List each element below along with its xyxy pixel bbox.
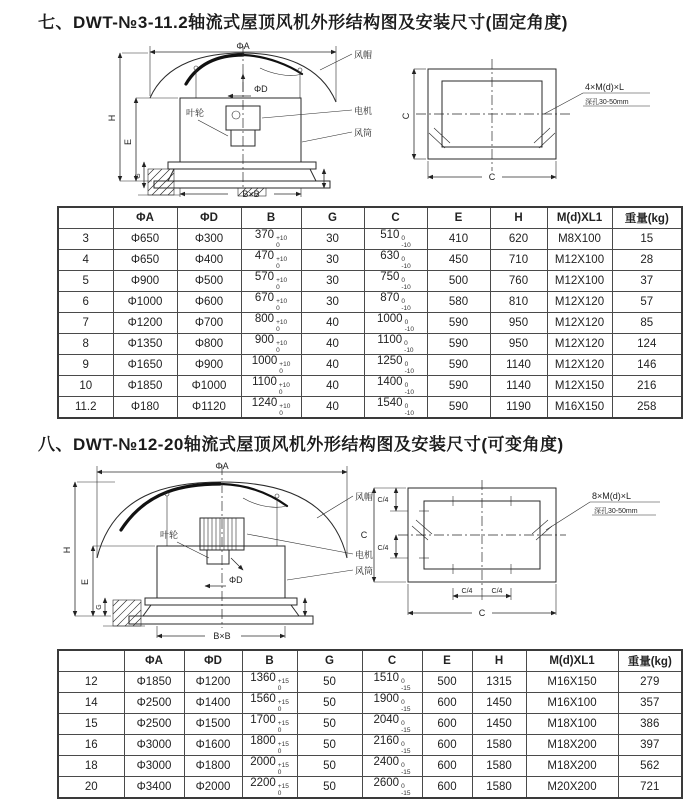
table-cell: Φ1200 bbox=[184, 671, 242, 692]
dimension-phi-d bbox=[205, 575, 243, 586]
table-cell: 900 +10 0 bbox=[241, 333, 301, 354]
wind-cap-label: 风帽 bbox=[354, 50, 373, 60]
table-cell: 750 0 -10 bbox=[364, 270, 427, 291]
section7-title: 七、DWT-№3-11.2轴流式屋顶风机外形结构图及安装尺寸(固定角度) bbox=[38, 13, 568, 32]
table-row bbox=[58, 671, 682, 692]
col-phi-d: ΦD bbox=[184, 650, 242, 671]
col-e: E bbox=[427, 207, 490, 228]
table-cell: 1140 bbox=[490, 354, 547, 375]
table-cell: 146 bbox=[612, 354, 682, 375]
table-row bbox=[58, 249, 682, 270]
roof-hatch bbox=[103, 600, 145, 626]
table-cell: 9 bbox=[58, 354, 113, 375]
h-label: H bbox=[107, 114, 117, 122]
table-cell: 950 bbox=[490, 312, 547, 333]
dimension-phi-d bbox=[228, 84, 268, 96]
table-cell: 2400 0 -15 bbox=[362, 755, 422, 776]
table-cell: 15 bbox=[612, 228, 682, 249]
fan-housing bbox=[157, 546, 285, 598]
table-cell: 40 bbox=[301, 312, 364, 333]
table-cell: 570 +10 0 bbox=[241, 270, 301, 291]
phi-d-label: ΦD bbox=[229, 575, 243, 585]
table-header-row bbox=[58, 207, 682, 228]
col-h: H bbox=[490, 207, 547, 228]
dimension-c-bottom bbox=[428, 161, 556, 182]
table-cell: 1400 0 -10 bbox=[364, 375, 427, 396]
table-cell: 1100 0 -10 bbox=[364, 333, 427, 354]
table-cell: 50 bbox=[297, 692, 362, 713]
base-plan-drawing-variable-angle bbox=[350, 468, 695, 643]
table-cell: 410 bbox=[427, 228, 490, 249]
table-cell: 2000 +15 0 bbox=[242, 755, 297, 776]
table-cell: Φ600 bbox=[177, 291, 241, 312]
table-row bbox=[58, 333, 682, 354]
table-row bbox=[58, 291, 682, 312]
table-cell: 50 bbox=[297, 713, 362, 734]
table-cell: Φ900 bbox=[177, 354, 241, 375]
table-cell: 1315 bbox=[472, 671, 526, 692]
phi-d-label: ΦD bbox=[254, 84, 268, 94]
table-cell: Φ300 bbox=[177, 228, 241, 249]
table-cell: 40 bbox=[301, 333, 364, 354]
table-cell: 1450 bbox=[472, 692, 526, 713]
impeller-callout bbox=[186, 107, 228, 136]
table-cell: 510 0 -10 bbox=[364, 228, 427, 249]
table-cell: 40 bbox=[301, 354, 364, 375]
table-cell: 30 bbox=[301, 228, 364, 249]
table-cell: 85 bbox=[612, 312, 682, 333]
table-cell: 950 bbox=[490, 333, 547, 354]
base-plan-drawing-fixed-angle bbox=[398, 55, 698, 205]
table-cell: Φ1800 bbox=[184, 755, 242, 776]
table-cell: 357 bbox=[618, 692, 682, 713]
col-m: M(d)XL1 bbox=[526, 650, 618, 671]
table-cell: 57 bbox=[612, 291, 682, 312]
table-cell: 16 bbox=[58, 734, 124, 755]
table-cell: 1250 0 -10 bbox=[364, 354, 427, 375]
col-b: B bbox=[241, 207, 301, 228]
impeller-hub bbox=[207, 550, 229, 564]
table-cell: 50 bbox=[297, 734, 362, 755]
c4-left-lower-label: C/4 bbox=[377, 545, 389, 552]
table-cell: 1900 0 -15 bbox=[362, 692, 422, 713]
fan-elevation-drawing-fixed-angle bbox=[88, 40, 408, 202]
table-cell: 28 bbox=[612, 249, 682, 270]
col-m: M(d)XL1 bbox=[547, 207, 612, 228]
table-cell: 721 bbox=[618, 776, 682, 798]
table-cell: Φ1600 bbox=[184, 734, 242, 755]
table-cell: 2200 +15 0 bbox=[242, 776, 297, 798]
section8-title: 八、DWT-№12-20轴流式屋顶风机外形结构图及安装尺寸(可变角度) bbox=[38, 435, 564, 454]
table-cell: 600 bbox=[422, 734, 472, 755]
table-cell: Φ1000 bbox=[113, 291, 177, 312]
table-row bbox=[58, 713, 682, 734]
e-label: E bbox=[80, 578, 90, 586]
table-cell: Φ1000 bbox=[177, 375, 241, 396]
col-phi-d: ΦD bbox=[177, 207, 241, 228]
table-body bbox=[58, 671, 682, 798]
table-cell: 40 bbox=[301, 375, 364, 396]
table-cell: M12X120 bbox=[547, 291, 612, 312]
table-cell: M12X120 bbox=[547, 354, 612, 375]
col-phi-a: ΦA bbox=[113, 207, 177, 228]
table-cell: Φ3000 bbox=[124, 734, 184, 755]
dimension-c4-left bbox=[378, 488, 408, 558]
col-weight: 重量(kg) bbox=[612, 207, 682, 228]
table-cell: M12X120 bbox=[547, 312, 612, 333]
table-cell: M20X200 bbox=[526, 776, 618, 798]
table-cell: 3 bbox=[58, 228, 113, 249]
table-cell: Φ650 bbox=[113, 249, 177, 270]
table-cell: 500 bbox=[427, 270, 490, 291]
bolt-note-callout bbox=[546, 491, 660, 530]
table-row bbox=[58, 228, 682, 249]
table-cell: 1560 +15 0 bbox=[242, 692, 297, 713]
table-cell: 1700 +15 0 bbox=[242, 713, 297, 734]
dimension-c4-bottom bbox=[453, 588, 511, 600]
table-cell: 7 bbox=[58, 312, 113, 333]
bolt-note-line2: 深孔30-50mm bbox=[594, 508, 638, 515]
table-cell: M18X200 bbox=[526, 734, 618, 755]
table-cell: Φ1120 bbox=[177, 396, 241, 418]
table-cell: 580 bbox=[427, 291, 490, 312]
table-cell: 2160 0 -15 bbox=[362, 734, 422, 755]
table-row bbox=[58, 692, 682, 713]
col-h: H bbox=[472, 650, 526, 671]
table-cell: 30 bbox=[301, 249, 364, 270]
table-cell: 50 bbox=[297, 776, 362, 798]
table-row bbox=[58, 375, 682, 396]
table-cell: 50 bbox=[297, 671, 362, 692]
table-row bbox=[58, 312, 682, 333]
table-cell: Φ700 bbox=[177, 312, 241, 333]
col-no bbox=[58, 650, 124, 671]
table-cell: 2040 0 -15 bbox=[362, 713, 422, 734]
e-label: E bbox=[123, 138, 133, 146]
table-cell: M8X100 bbox=[547, 228, 612, 249]
table-cell: Φ800 bbox=[177, 333, 241, 354]
table-cell: 450 bbox=[427, 249, 490, 270]
table-cell: 1800 +15 0 bbox=[242, 734, 297, 755]
table-row bbox=[58, 396, 682, 418]
table-cell: Φ1650 bbox=[113, 354, 177, 375]
bolt-note-line1: 4×M(d)×L bbox=[585, 82, 625, 92]
c-left-label: C bbox=[401, 112, 411, 120]
bxb-label: B×B bbox=[242, 189, 260, 199]
table-cell: M16X100 bbox=[526, 692, 618, 713]
table-cell: 590 bbox=[427, 375, 490, 396]
table-cell: 20 bbox=[58, 776, 124, 798]
table-cell: 1000 0 -10 bbox=[364, 312, 427, 333]
table-cell: 6 bbox=[58, 291, 113, 312]
c4-bottom-right-label: C/4 bbox=[491, 588, 503, 595]
table-cell: 1240 +10 0 bbox=[241, 396, 301, 418]
table-cell: M16X150 bbox=[547, 396, 612, 418]
table-cell: 8 bbox=[58, 333, 113, 354]
table-cell: 710 bbox=[490, 249, 547, 270]
table-cell: 1000 +10 0 bbox=[241, 354, 301, 375]
table-cell: 1100 +10 0 bbox=[241, 375, 301, 396]
dimension-h bbox=[107, 53, 152, 181]
wind-cap-label: 风帽 bbox=[355, 492, 374, 502]
table-cell: 258 bbox=[612, 396, 682, 418]
table-cell: Φ900 bbox=[113, 270, 177, 291]
c-bottom-label: C bbox=[488, 172, 496, 182]
h-label: H bbox=[62, 546, 72, 554]
table-cell: M12X120 bbox=[547, 333, 612, 354]
table-cell: 11.2 bbox=[58, 396, 113, 418]
table-cell: 870 0 -10 bbox=[364, 291, 427, 312]
table-cell: 37 bbox=[612, 270, 682, 291]
table-row bbox=[58, 270, 682, 291]
table-cell: 2600 0 -15 bbox=[362, 776, 422, 798]
dimension-g bbox=[135, 162, 324, 188]
table-cell: 14 bbox=[58, 692, 124, 713]
table-cell: 562 bbox=[618, 755, 682, 776]
table-cell: 1580 bbox=[472, 734, 526, 755]
table-cell: Φ1850 bbox=[124, 671, 184, 692]
table-cell: 670 +10 0 bbox=[241, 291, 301, 312]
table-cell: 1450 bbox=[472, 713, 526, 734]
dimension-g bbox=[96, 598, 305, 616]
table-cell: 15 bbox=[58, 713, 124, 734]
table-cell: 216 bbox=[612, 375, 682, 396]
table-cell: 800 +10 0 bbox=[241, 312, 301, 333]
table-cell: 600 bbox=[422, 692, 472, 713]
dimension-table-fixed-angle bbox=[57, 206, 683, 419]
table-cell: 760 bbox=[490, 270, 547, 291]
bolt-note-callout bbox=[544, 82, 650, 114]
table-cell: 620 bbox=[490, 228, 547, 249]
table-cell: Φ1350 bbox=[113, 333, 177, 354]
table-cell: 590 bbox=[427, 354, 490, 375]
table-cell: M18X200 bbox=[526, 755, 618, 776]
g-label: G bbox=[135, 173, 142, 179]
table-cell: Φ2000 bbox=[184, 776, 242, 798]
table-cell: Φ1500 bbox=[184, 713, 242, 734]
table-cell: 470 +10 0 bbox=[241, 249, 301, 270]
table-cell: 590 bbox=[427, 333, 490, 354]
table-cell: 600 bbox=[422, 776, 472, 798]
table-cell: M18X100 bbox=[526, 713, 618, 734]
table-cell: 4 bbox=[58, 249, 113, 270]
duct-label: 风筒 bbox=[355, 566, 374, 576]
table-cell: 1190 bbox=[490, 396, 547, 418]
col-c: C bbox=[362, 650, 422, 671]
bolt-note-line1: 8×M(d)×L bbox=[592, 491, 632, 501]
col-weight: 重量(kg) bbox=[618, 650, 682, 671]
col-g: G bbox=[301, 207, 364, 228]
table-body bbox=[58, 228, 682, 418]
table-cell: 1540 0 -10 bbox=[364, 396, 427, 418]
g-label: G bbox=[96, 604, 103, 610]
table-cell: 30 bbox=[301, 270, 364, 291]
table-cell: 600 bbox=[422, 713, 472, 734]
table-cell: Φ1400 bbox=[184, 692, 242, 713]
table-cell: 279 bbox=[618, 671, 682, 692]
dimension-h bbox=[62, 482, 115, 616]
col-g: G bbox=[297, 650, 362, 671]
table-cell: Φ400 bbox=[177, 249, 241, 270]
table-cell: 5 bbox=[58, 270, 113, 291]
dimension-e bbox=[80, 546, 155, 616]
table-cell: Φ1850 bbox=[113, 375, 177, 396]
table-cell: 12 bbox=[58, 671, 124, 692]
table-cell: 500 bbox=[422, 671, 472, 692]
table-cell: M16X150 bbox=[526, 671, 618, 692]
table-cell: 397 bbox=[618, 734, 682, 755]
table-cell: 600 bbox=[422, 755, 472, 776]
dimension-table-variable-angle bbox=[57, 649, 683, 799]
table-cell: 18 bbox=[58, 755, 124, 776]
table-cell: 1580 bbox=[472, 776, 526, 798]
table-cell: 1140 bbox=[490, 375, 547, 396]
table-cell: 1510 0 -15 bbox=[362, 671, 422, 692]
base-flange bbox=[129, 598, 313, 624]
table-cell: Φ500 bbox=[177, 270, 241, 291]
phi-a-label: ΦA bbox=[236, 41, 250, 51]
c-left-label: C bbox=[360, 530, 368, 540]
table-cell: Φ650 bbox=[113, 228, 177, 249]
table-cell: Φ2500 bbox=[124, 692, 184, 713]
col-e: E bbox=[422, 650, 472, 671]
table-cell: 10 bbox=[58, 375, 113, 396]
table-row bbox=[58, 776, 682, 798]
table-cell: 810 bbox=[490, 291, 547, 312]
table-cell: 590 bbox=[427, 312, 490, 333]
table-cell: 590 bbox=[427, 396, 490, 418]
col-phi-a: ΦA bbox=[124, 650, 184, 671]
col-no bbox=[58, 207, 113, 228]
table-cell: M12X100 bbox=[547, 270, 612, 291]
c4-bottom-left-label: C/4 bbox=[461, 588, 473, 595]
motor-label: 电机 bbox=[354, 106, 373, 116]
table-cell: Φ3000 bbox=[124, 755, 184, 776]
table-cell: Φ1200 bbox=[113, 312, 177, 333]
c4-left-upper-label: C/4 bbox=[377, 497, 389, 504]
phi-a-label: ΦA bbox=[215, 461, 229, 471]
table-cell: 386 bbox=[618, 713, 682, 734]
bolt-note-line2: 深孔30-50mm bbox=[585, 99, 629, 106]
c-bottom-label: C bbox=[478, 608, 486, 618]
table-cell: Φ3400 bbox=[124, 776, 184, 798]
table-cell: 630 0 -10 bbox=[364, 249, 427, 270]
table-cell: Φ180 bbox=[113, 396, 177, 418]
table-cell: Φ2500 bbox=[124, 713, 184, 734]
impeller-callout bbox=[160, 529, 209, 558]
table-cell: 1580 bbox=[472, 755, 526, 776]
dimension-bxb bbox=[157, 626, 285, 641]
table-cell: 30 bbox=[301, 291, 364, 312]
col-c: C bbox=[364, 207, 427, 228]
table-cell: 1360 +15 0 bbox=[242, 671, 297, 692]
table-cell: 370 +10 0 bbox=[241, 228, 301, 249]
bxb-label: B×B bbox=[213, 631, 231, 641]
table-cell: 40 bbox=[301, 396, 364, 418]
table-row bbox=[58, 734, 682, 755]
table-row bbox=[58, 354, 682, 375]
table-header-row bbox=[58, 650, 682, 671]
impeller-label: 叶轮 bbox=[186, 108, 205, 118]
motor-label: 电机 bbox=[355, 550, 374, 560]
duct-label: 风筒 bbox=[354, 128, 373, 138]
col-b: B bbox=[242, 650, 297, 671]
table-cell: M12X100 bbox=[547, 249, 612, 270]
impeller-label: 叶轮 bbox=[160, 530, 179, 540]
table-cell: 50 bbox=[297, 755, 362, 776]
table-cell: 124 bbox=[612, 333, 682, 354]
table-cell: M12X150 bbox=[547, 375, 612, 396]
base-flange bbox=[154, 162, 330, 188]
table-row bbox=[58, 755, 682, 776]
fan-elevation-drawing-variable-angle bbox=[55, 460, 385, 645]
